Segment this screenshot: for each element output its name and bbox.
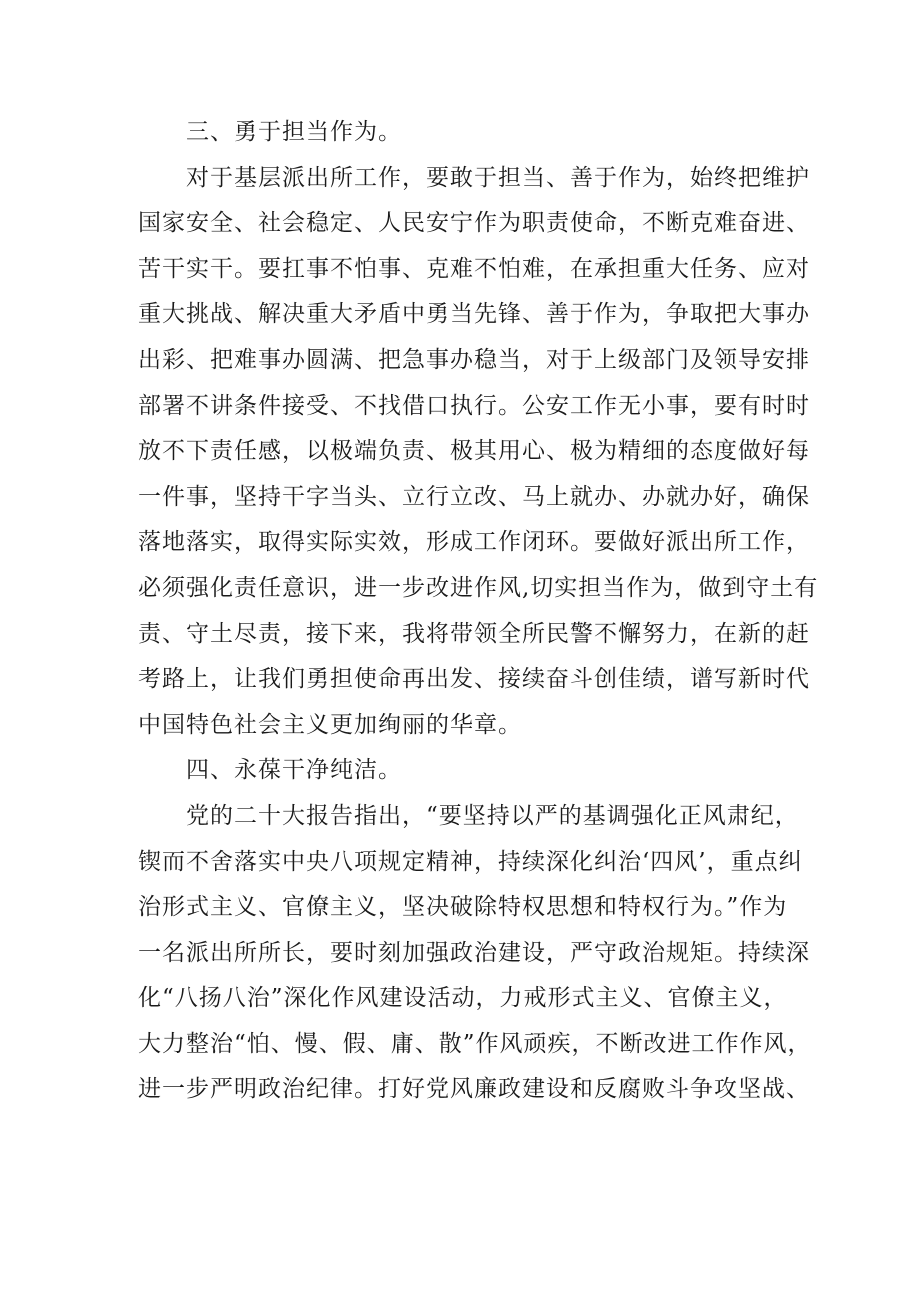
text-line: 出彩、把难事办圆满、把急事办稳当，对于上级部门及领导安排 [138,346,810,373]
text-line: 考路上，让我们勇担使命再出发、接续奋斗创佳绩，谱写新时代 [138,666,810,693]
text-line: 责、守土尽责，接下来，我将带领全所民警不懈努力，在新的赶 [138,620,810,647]
text-line: 治形式主义、官僚主义，坚决破除特权思想和特权行为。”作为 [138,894,788,921]
text-line: 锲而不舍落实中央八项规定精神，持续深化纠治‘四风’，重点纠 [138,848,803,875]
text-line: 苦干实干。要扛事不怕事、克难不怕难，在承担重大任务、应对 [138,255,810,282]
text-line: 落地落实，取得实际实效，形成工作闭环。要做好派出所工作， [138,529,810,556]
document-body [138,110,819,1113]
text-line: 中国特色社会主义更加绚丽的华章。 [138,711,522,738]
text-line: 大力整治“怕、慢、假、庸、散”作风顽疾，不断改进工作作风， [138,1030,812,1057]
text-line: 必须强化责任意识，进一步改进作风,切实担当作为，做到守土有 [138,574,819,601]
text-line: 重大挑战、解决重大矛盾中勇当先锋、善于作为，争取把大事办 [138,301,810,328]
text-line: 三、勇于担当作为。 [186,119,402,145]
text-line: 化“八扬八治”深化作风建设活动，力戒形式主义、官僚主义， [138,985,788,1012]
text-line: 四、永葆干净纯洁。 [186,757,402,784]
text-line: 一名派出所所长，要时刻加强政治建设，严守政治规矩。持续深 [138,939,810,966]
text-line: 国家安全、社会稳定、人民安宁作为职责使命，不断克难奋进、 [138,210,810,237]
text-line: 部署不讲条件接受、不找借口执行。公安工作无小事，要有时时 [138,392,810,419]
text-line: 党的二十大报告指出，“要坚持以严的基调强化正风肃纪， [186,802,799,829]
text-line: 进一步严明政治纪律。打好党风廉政建设和反腐败斗争攻坚战、 [138,1076,810,1103]
text-line: 对于基层派出所工作，要敢于担当、善于作为，始终把维护 [186,164,810,191]
text-line: 一件事，坚持干字当头、立行立改、马上就办、办就办好，确保 [138,483,810,510]
text-line: 放不下责任感，以极端负责、极其用心、极为精细的态度做好每 [138,438,810,465]
